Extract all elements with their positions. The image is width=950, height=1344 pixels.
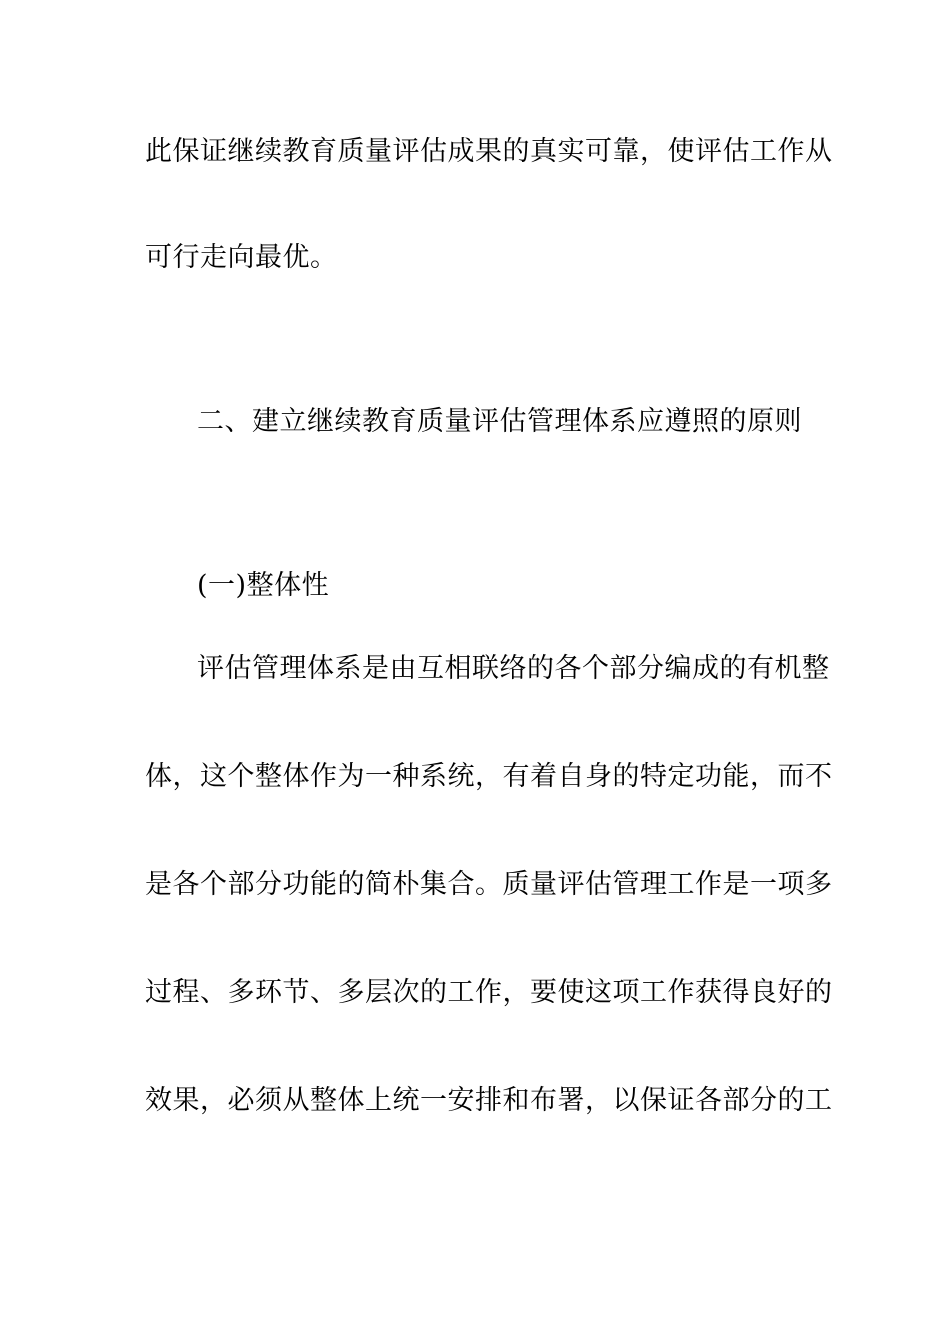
paragraph-line: 体，这个整体作为一种系统，有着自身的特定功能，而不 [145,761,833,792]
paragraph-line: 效果，必须从整体上统一安排和布署，以保证各部分的工 [145,1085,833,1116]
subsection-heading: (一)整体性 [197,570,330,601]
paragraph-line: 可行走向最优。 [145,242,338,273]
paragraph-line: 过程、多环节、多层次的工作，要使这项工作获得良好的 [145,977,833,1008]
paragraph-line: 评估管理体系是由互相联络的各个部分编成的有机整 [197,653,830,684]
paragraph-line: 此保证继续教育质量评估成果的真实可靠，使评估工作从 [145,136,833,167]
section-heading: 二、建立继续教育质量评估管理体系应遵照的原则 [197,406,802,437]
paragraph-line: 是各个部分功能的简朴集合。质量评估管理工作是一项多 [145,869,833,900]
